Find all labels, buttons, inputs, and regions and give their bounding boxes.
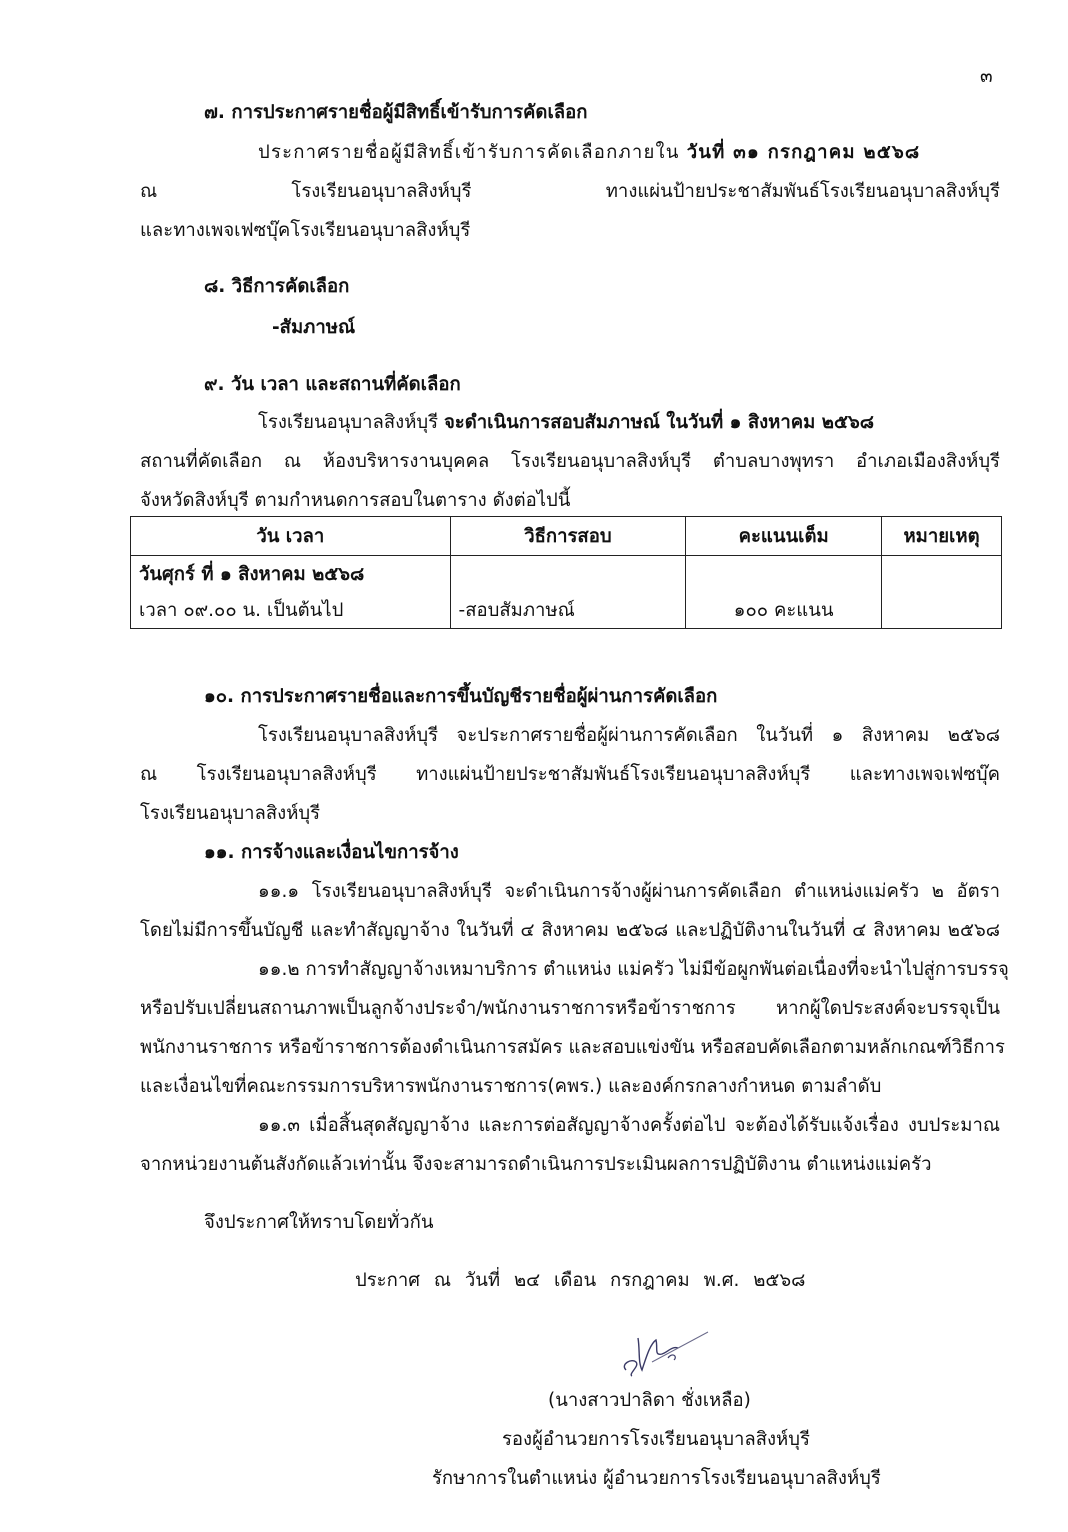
section-10-heading: ๑๐. การประกาศรายชื่อและการขึ้นบัญชีรายชื่อผู้ผ่านการคัดเลือก (204, 686, 718, 707)
section-11-1-line-2: โดยไม่มีการขึ้นบัญชี และทำสัญญาจ้าง ในวันที่ ๔ สิงหาคม ๒๕๖๘ และปฏิบัติงานในวันที่ ๔ สิงหาคม ๒๕๖๘ (140, 920, 1000, 941)
signer-name: (นางสาวปาลิดา ชั่งเหลือ) (548, 1390, 751, 1411)
section-7-heading: ๗. การประกาศรายชื่อผู้มีสิทธิ์เข้ารับการคัดเลือก (204, 102, 588, 123)
schedule-table (130, 516, 1002, 629)
section-11-2-line-1: ๑๑.๒ การทำสัญญาจ้างเหมาบริการ ตำแหน่ง แม่ครัว ไม่มีข้อผูกพันต่อเนื่องที่จะนำไปสู่การบรรจุ (258, 959, 1009, 980)
section-7-line-3: และทางเพจเฟซบุ๊คโรงเรียนอนุบาลสิงห์บุรี (140, 220, 471, 241)
section-10-line-1: โรงเรียนอนุบาลสิงห์บุรี จะประกาศรายชื่อผู้ผ่านการคัดเลือก ในวันที่ ๑ สิงหาคม ๒๕๖๘ (258, 725, 1000, 746)
schedule-time: เวลา ๐๙.๐๐ น. เป็นต้นไป (131, 592, 451, 629)
section-11-3-line-2: จากหน่วยงานต้นสังกัดแล้วเท่านั้น จึงจะสามารถดำเนินการประเมินผลการปฏิบัติงาน ตำแหน่งแม่ครัว (140, 1154, 932, 1175)
section-9-interview-date: จะดำเนินการสอบสัมภาษณ์ ในวันที่ ๑ สิงหาคม ๒๕๖๘ (443, 412, 874, 433)
section-7-date: วันที่ ๓๑ กรกฎาคม ๒๕๖๘ (686, 142, 921, 163)
schedule-method-top (450, 556, 686, 593)
schedule-header-row (131, 517, 1002, 556)
announce-date: ประกาศ ณ วันที่ ๒๔ เดือน กรกฎาคม พ.ศ. ๒๕๖๘ (355, 1270, 806, 1291)
section-8-heading: ๘. วิธีการคัดเลือก (204, 276, 350, 297)
section-9-line-1-text: โรงเรียนอนุบาลสิงห์บุรี (258, 412, 444, 433)
section-10-line-3: โรงเรียนอนุบาลสิงห์บุรี (140, 803, 321, 824)
signer-title-2: รักษาการในตำแหน่ง ผู้อำนวยการโรงเรียนอนุบาลสิงห์บุรี (432, 1468, 881, 1489)
section-11-2-line-3: พนักงานราชการ หรือข้าราชการต้องดำเนินการสมัคร และสอบแข่งขัน หรือสอบคัดเลือกตามหลักเกณฑ์วิธีการ (140, 1037, 1005, 1058)
header-method: วิธีการสอบ (450, 517, 686, 556)
signature-icon (612, 1318, 712, 1382)
header-note: หมายเหตุ (882, 517, 1002, 556)
schedule-date: วันศุกร์ ที่ ๑ สิงหาคม ๒๕๖๘ (131, 556, 451, 593)
section-9-line-1 (258, 408, 874, 437)
section-9-line-2: สถานที่คัดเลือก ณ ห้องบริหารงานบุคคล โรงเรียนอนุบาลสิงห์บุรี ตำบลบางพุทรา อำเภอเมืองสิงห์บุรี (140, 451, 1000, 472)
section-11-3-line-1: ๑๑.๓ เมื่อสิ้นสุดสัญญาจ้าง และการต่อสัญญาจ้างครั้งต่อไป จะต้องได้รับแจ้งเรื่อง งบประมาณ (258, 1115, 1000, 1136)
section-8-item: -สัมภาษณ์ (272, 317, 356, 338)
schedule-note (882, 556, 1002, 629)
schedule-method: -สอบสัมภาษณ์ (450, 592, 686, 629)
section-7-line-2: ณ โรงเรียนอนุบาลสิงห์บุรี ทางแผ่นป้ายประชาสัมพันธ์โรงเรียนอนุบาลสิงห์บุรี (140, 181, 1000, 202)
section-7-line-1 (258, 138, 920, 167)
section-9-heading: ๙. วัน เวลา และสถานที่คัดเลือก (204, 374, 461, 395)
schedule-score-top (686, 556, 882, 593)
schedule-row-continued (131, 592, 1002, 629)
section-11-1-line-1: ๑๑.๑ โรงเรียนอนุบาลสิงห์บุรี จะดำเนินการจ้างผู้ผ่านการคัดเลือก ตำแหน่งแม่ครัว ๒ อัตรา (258, 881, 1000, 902)
schedule-row (131, 556, 1002, 593)
section-11-2-line-2: หรือปรับเปลี่ยนสถานภาพเป็นลูกจ้างประจำ/พนักงานราชการหรือข้าราชการ หากผู้ใดประสงค์จะบรรจุเป็น (140, 998, 1000, 1019)
section-10-line-2: ณ โรงเรียนอนุบาลสิงห์บุรี ทางแผ่นป้ายประชาสัมพันธ์โรงเรียนอนุบาลสิงห์บุรี และทางเพจเฟซบุ๊ค (140, 764, 1000, 785)
header-datetime: วัน เวลา (131, 517, 451, 556)
section-7-line-1-text: ประกาศรายชื่อผู้มีสิทธิ์เข้ารับการคัดเลือกภายใน (258, 142, 687, 163)
section-11-heading: ๑๑. การจ้างและเงื่อนไขการจ้าง (204, 842, 459, 863)
header-score: คะแนนเต็ม (686, 517, 882, 556)
signer-title-1: รองผู้อำนวยการโรงเรียนอนุบาลสิงห์บุรี (502, 1429, 810, 1450)
closing-text: จึงประกาศให้ทราบโดยทั่วกัน (204, 1212, 434, 1233)
page-number: ๓ (980, 66, 993, 87)
schedule-score: ๑๐๐ คะแนน (686, 592, 882, 629)
section-9-line-3: จังหวัดสิงห์บุรี ตามกำหนดการสอบในตาราง ดังต่อไปนี้ (140, 490, 571, 511)
section-11-2-line-4: และเงื่อนไขที่คณะกรรมการบริหารพนักงานราชการ(คพร.) และองค์กรกลางกำหนด ตามลำดับ (140, 1076, 882, 1097)
